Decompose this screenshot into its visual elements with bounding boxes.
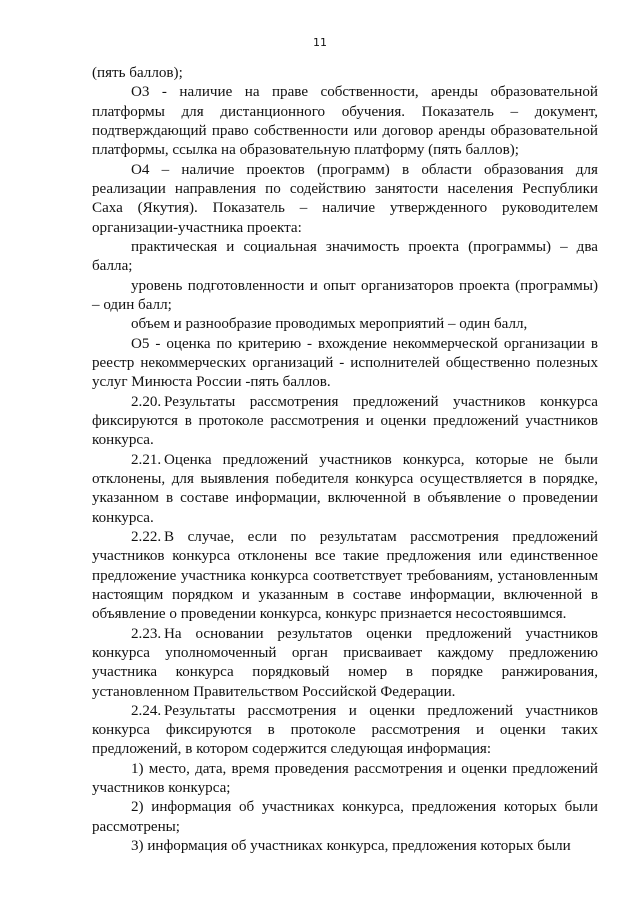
section-2-20 <box>92 393 598 451</box>
section-2-23 <box>92 625 598 702</box>
section-text: Результаты рассмотрения и оценки предложений участников конкурса фиксируются в протоколе рассмотрения и оценки таких предложений, в котором содержится следующая информация: <box>92 702 598 758</box>
paragraph: (пять баллов); <box>92 65 183 81</box>
section-2-24 <box>92 702 598 760</box>
paragraph: О5 - оценка по критерию - вхождение некоммерческой организации в реестр некоммерческих организаций - исполнителей общественно полезных услуг Минюста России -пять баллов. <box>92 335 598 391</box>
section-text: На основании результатов оценки предложений участников конкурса уполномоченный орган присваивает каждому предложению участника конкурса порядковый номер в порядке ранжирования, установленном Правительством Российской Федерации. <box>92 625 598 700</box>
section-number: 2.20. <box>131 393 162 410</box>
document-body <box>92 64 598 856</box>
section-2-21 <box>92 451 598 528</box>
paragraph: практическая и социальная значимость проекта (программы) – два балла; <box>92 238 598 275</box>
section-number: 2.22. <box>131 528 162 545</box>
paragraph: О4 – наличие проектов (программ) в области образования для реализации направления по содействию занятости населения Республики Саха (Якутия). Показатель – наличие утвержденного руководителем организации-участника проекта: <box>92 161 598 236</box>
section-number: 2.21. <box>131 451 162 468</box>
section-number: 2.23. <box>131 625 162 642</box>
list-item: 1) место, дата, время проведения рассмотрения и оценки предложений участников конкурса; <box>92 760 598 797</box>
section-2-22 <box>92 528 598 625</box>
paragraph: объем и разнообразие проводимых мероприятий – один балл, <box>131 316 528 333</box>
section-text: Результаты рассмотрения предложений участников конкурса фиксируются в протоколе рассмотрения и оценки предложений участников конкурса. <box>92 393 598 449</box>
section-number: 2.24. <box>131 702 162 719</box>
section-text: Оценка предложений участников конкурса, которые не были отклонены, для выявления победителя конкурса осуществляется в порядке, указанном в составе информации, включенной в объявление о проведении конкурса. <box>92 451 598 526</box>
paragraph: О3 - наличие на праве собственности, аренды образовательной платформы для дистанционного обучения. Показатель – документ, подтверждающий право собственности или договор аренды образовательной платформы, ссылка на образовательную платформу (пять баллов); <box>92 84 598 159</box>
list-item: 2) информация об участниках конкурса, предложения которых были рассмотрены; <box>92 799 598 835</box>
paragraph: уровень подготовленности и опыт организаторов проекта (программы) – один балл; <box>92 277 598 313</box>
section-text: В случае, если по результатам рассмотрения предложений участников конкурса отклонены все такие предложения или единственное предложение участника конкурса соответствует требованиям, установленным настоящим порядком и указанным в составе информации, включенной в объявление о проведении конкурса, конкурс признается несостоявшимся. <box>92 528 598 623</box>
page-number: 11 <box>313 36 327 49</box>
list-item: 3) информация об участниках конкурса, предложения которых были <box>131 838 571 855</box>
